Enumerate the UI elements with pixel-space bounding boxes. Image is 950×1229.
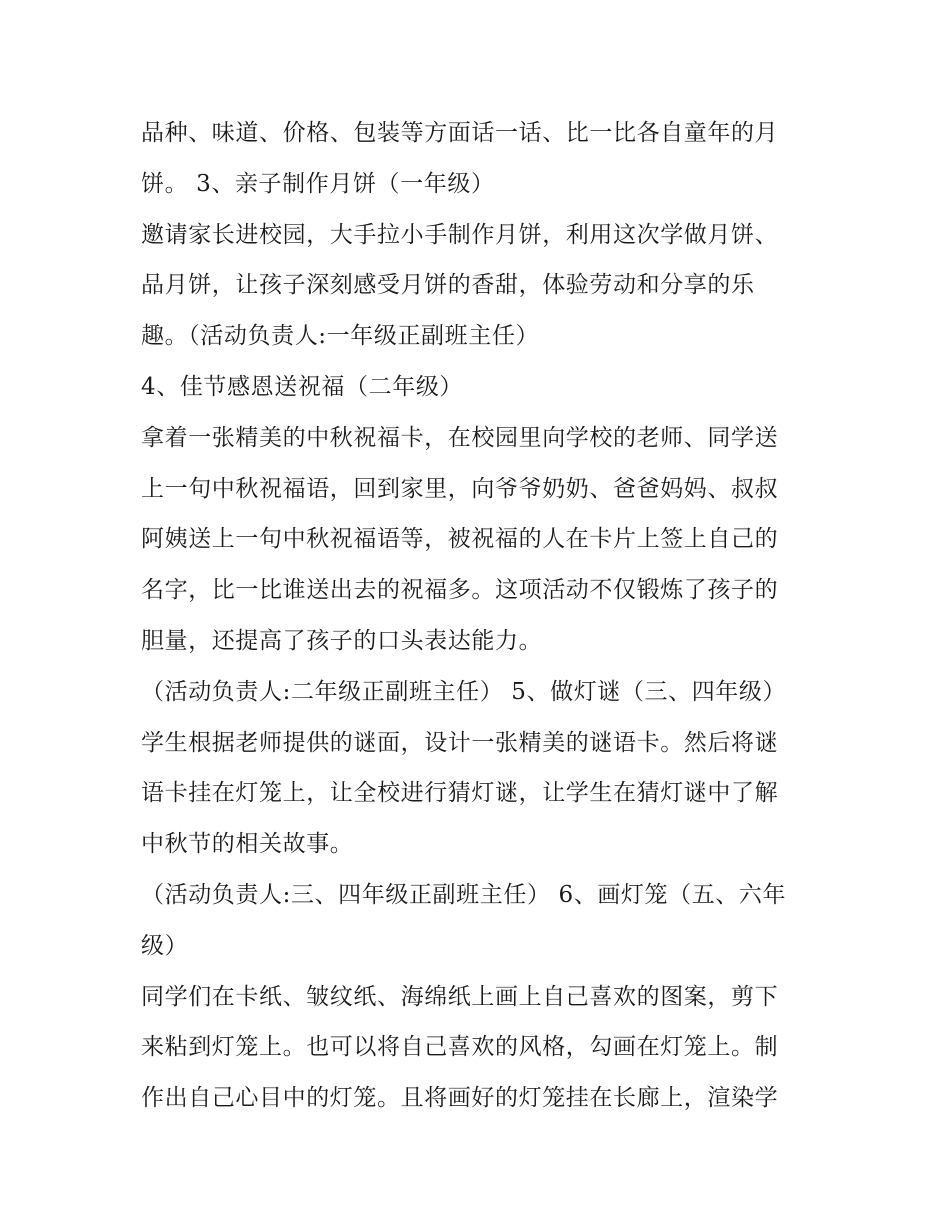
text-line: 作出自己心目中的灯笼。且将画好的灯笼挂在长廊上，渲染学 (141, 1085, 779, 1112)
text-line: 饼。 3、亲子制作月饼（一年级） (141, 170, 495, 197)
text-line: （活动负责人:二年级正副班主任） 5、做灯谜（三、四年级） (141, 678, 787, 705)
text-line: 胆量，还提高了孩子的口头表达能力。 (141, 627, 543, 654)
text-line: 拿着一张精美的中秋祝福卡，在校园里向学校的老师、同学送 (141, 424, 779, 451)
document-body (141, 108, 831, 1124)
section-heading: 4、佳节感恩送祝福（二年级） (141, 373, 464, 400)
text-line: 学生根据老师提供的谜面，设计一张精美的谜语卡。然后将谜 (141, 729, 779, 756)
text-line: 同学们在卡纸、皱纹纸、海绵纸上画上自己喜欢的图案，剪下 (141, 983, 779, 1010)
text-line: 级） (141, 932, 189, 959)
text-line: 品种、味道、价格、包装等方面话一话、比一比各自童年的月 (141, 120, 779, 146)
text-line: 来粘到灯笼上。也可以将自己喜欢的风格，勾画在灯笼上。制 (141, 1034, 779, 1061)
text-line: （活动负责人:三、四年级正副班主任） 6、画灯笼（五、六年 (141, 881, 787, 908)
text-line: 上一句中秋祝福语，回到家里，向爷爷奶奶、爸爸妈妈、叔叔 (141, 475, 779, 502)
text-line: 趣。（活动负责人:一年级正副班主任） (141, 323, 540, 350)
text-line: 语卡挂在灯笼上，让全校进行猜灯谜，让学生在猜灯谜中了解 (141, 780, 779, 807)
text-line: 中秋节的相关故事。 (141, 831, 354, 858)
text-line: 名字，比一比谁送出去的祝福多。这项活动不仅锻炼了孩子的 (141, 577, 779, 604)
text-line: 阿姨送上一句中秋祝福语等，被祝福的人在卡片上签上自己的 (141, 526, 779, 553)
text-line: 品月饼，让孩子深刻感受月饼的香甜，体验劳动和分享的乐 (141, 272, 755, 299)
text-line: 邀请家长进校园，大手拉小手制作月饼，利用这次学做月饼、 (141, 221, 779, 248)
